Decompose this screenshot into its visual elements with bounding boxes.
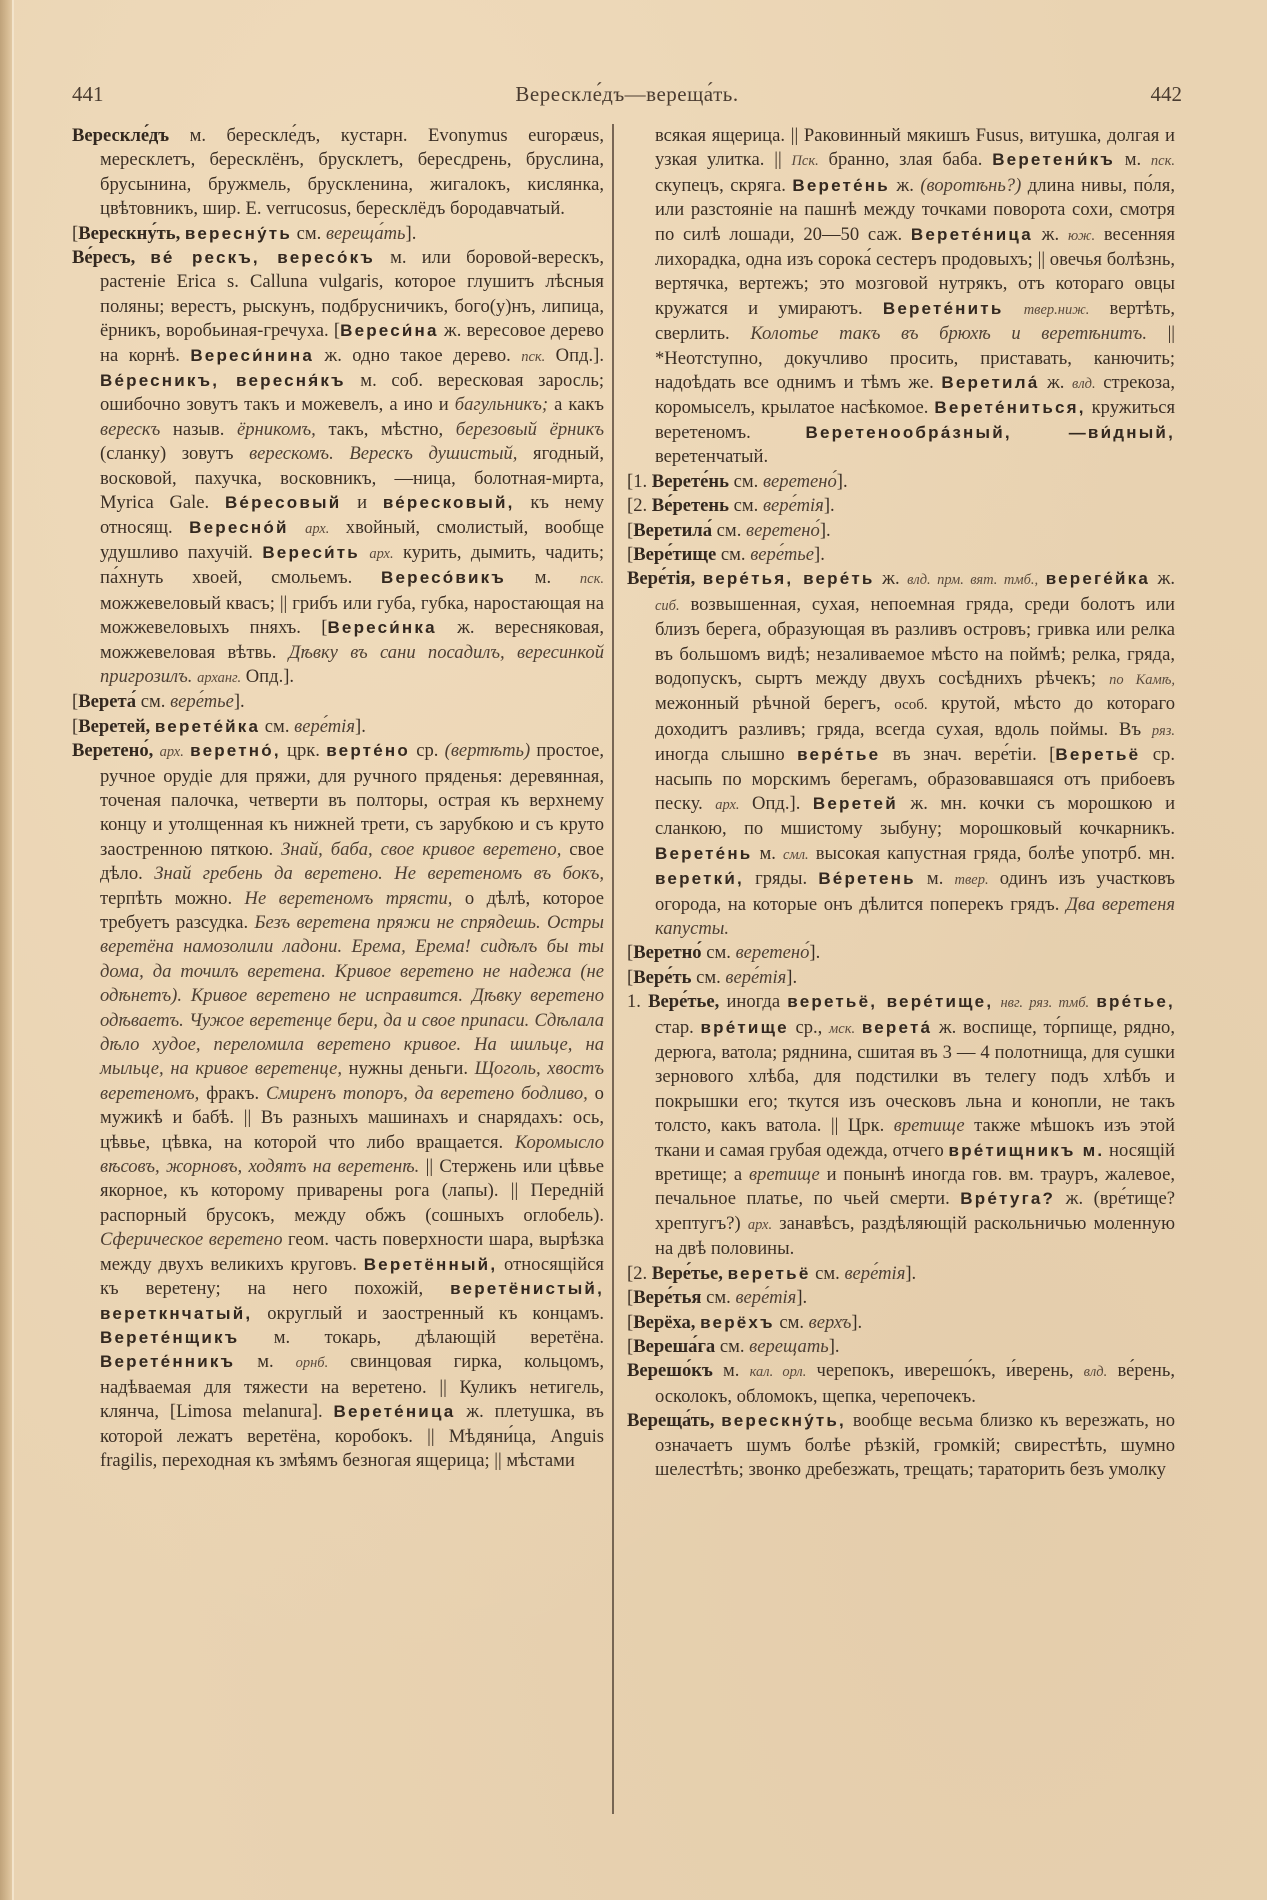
derived-form: веретёнистый, вереткнчатый, [100,1279,604,1323]
definition-text: ж. вересовое дерево на корнѣ. [100,320,604,366]
definition-text: иногда [719,991,788,1013]
region-abbrev: кал. орл. [749,1364,807,1381]
definition-text: геом. часть поверхности шара, вырѣзка между двухъ великихъ круговъ. [100,1229,604,1275]
definition-text: вообще весьма близко къ верезжать, но означаетъ шумъ болѣе рѣзкій, громкій; свирестѣть, шумно шелестѣть; звонко дребезжать, трещать; тараторить безъ умолку [655,1410,1175,1480]
definition-text: ве́рень, осколокъ, обломокъ, щепка, черепочекъ. [655,1360,1176,1407]
italic-text: Не веретеномъ трясти, [244,887,453,909]
definition-text: ]. [819,519,831,541]
region-abbrev: арх. [715,796,740,813]
definition-text: ]. [905,1262,917,1284]
italic-text: вере́тія [762,495,824,517]
definition-text: возвышенная, сухая, непоемная гряда, среди болотъ или близъ берега, образующая въ разливъ островъ; гривка или релка въ большомъ видѣ; незаливаемое мѣсто на поймѣ; релка, гряда, водопускъ, сыртъ между двухъ сосѣднихъ рѣчекъ; [655,593,1175,689]
italic-text: Знай, баба, свое кривое веретено, [281,838,562,860]
derived-form: Ве́ресовый [224,493,342,513]
definition-text: ж. воспище, то́рпище, рядно, дерюга, ватола; ряднина, сшитая въ 3 — 4 полотнища, для сушки зернового хлѣба, для подстилки въ телегу подъ хлѣбъ и покрышки его; ткутся изъ оческовъ льна и конопли, не такъ толсто, какъ ватола. || Црк. [655,1016,1175,1137]
definition-text: см. [691,966,726,988]
italic-text: березовый ёрникъ [455,418,604,440]
region-abbrev: Пск. [791,153,819,170]
italic-text: Знай гребень да веретено. Не веретеномъ въ бокъ, [154,863,604,885]
headword: Верешо́къ [627,1360,713,1382]
italic-text: Колотье такъ въ брюхѣ и веретѣнитъ. [750,323,1147,345]
definition-text: а какъ [548,394,605,416]
definition-text: гряды. [743,868,819,890]
derived-form: верета́ [861,1017,933,1037]
definition-text: черепокъ, иверешо́къ, и́верень, [806,1360,1084,1382]
definition-text: ]. [355,715,366,737]
derived-form: вереге́йка [1045,569,1150,589]
headword: Веретено́, [72,740,154,762]
derived-form: веретьё [727,1263,811,1283]
definition-text: ср. [409,740,445,762]
definition-text: [ [627,1311,634,1333]
definition-text: (сланку) зовутъ [100,443,250,465]
definition-text: кружиться веретеномъ. [655,397,1175,443]
dictionary-entry-veres [72,246,604,690]
derived-form: Веретей [812,793,898,813]
definition-text: м. токарь, дѣлающій веретёна. [239,1326,604,1348]
region-abbrev: орнб. [295,1355,329,1372]
definition-text: о дѣлѣ, которое требуетъ разсудка. [100,887,604,933]
definition-text: ]. [405,222,417,244]
definition-text: ]. [814,543,825,565]
definition-text: Опд.]. [241,665,295,687]
region-abbrev: сиб. [655,597,680,614]
region-abbrev: нвг. ряз. тмб. [1000,995,1090,1012]
definition-text: [ [627,1335,634,1357]
dictionary-entry-veretie-2 [627,1262,1175,1286]
binding-highlight [12,0,14,1900]
headword: Веретила́ [633,519,713,541]
definition-text: и [341,492,383,514]
derived-form: Вересо́викъ [381,568,506,588]
region-abbrev: пск. [579,571,604,588]
definition-text: [ [627,543,634,565]
dictionary-entry-veretya [627,1286,1175,1310]
definition-text: см. [728,470,763,492]
definition-text: [ [72,691,79,713]
definition-text: [ [627,1287,634,1309]
definition-text: ж. (вре́тище? хрептугъ?) [655,1188,1175,1234]
derived-form: Вереси́нина [190,345,315,365]
definition-text: || *Неотступно, докучливо просить, приставать, канючить; надоѣдать все однимъ и тѣмъ же. [655,323,1176,394]
definition-text: ж. [874,568,908,590]
definition-text: см. [291,222,326,244]
definition-text: можжевеловый квасъ; || грибъ или губа, губка, наростающая на можжевеловыхъ пняхъ. [ [100,592,604,639]
derived-form: Верете́нить [882,298,1004,318]
derived-form: веретки́, [655,869,744,889]
dictionary-entry-vereskhnut [72,222,604,246]
definition-text [289,517,305,538]
headword: Вере́ть [633,966,692,988]
definition-text: хвойный, смолистый, вообще удушливо пахучій. [100,516,604,563]
italic-text: Коромысло вѣсовъ, жорновъ, ходятъ на веретенѣ. [100,1131,604,1178]
headword: Ве́ретень [651,495,729,517]
derived-form: Верете́нь [792,175,890,195]
derived-form: Верете́ница [333,1402,456,1422]
definition-text: веретенчатый. [655,446,769,468]
definition-text: [ [627,966,634,988]
definition-text: стар. [655,1016,701,1038]
derived-form: вересну́ть [184,223,292,243]
derived-form: вре́тье, [1096,992,1175,1012]
definition-text [360,542,369,563]
definition-text: одинъ изъ участковъ огорода, на которые онъ дѣлится поперекъ грядъ. [655,868,1176,915]
definition-text: м. [506,567,580,589]
definition-text: ж. [1032,223,1068,245]
definition-text: относящійся къ веретену; на него похожій, [100,1253,604,1300]
italic-text: вретище [748,1164,820,1186]
italic-text: веретено́ [735,942,810,964]
definition-text: ]. [828,1335,840,1357]
definition-text: назыв. [160,418,237,440]
italic-text: ёрникомъ, [236,418,316,440]
definition-text: весенняя лихорадка, одна изъ сорока́ сестеръ продовыхъ; || овечья болѣзнь, вертячка, вертежъ; это мозговой нутрякъ, отъ котораго овцы кружатся и умираютъ. [655,223,1175,319]
definition-text: ж. мн. кочки съ морошкою и сланкою, по мшистому зыбуну; морошковый кочкарникъ. [655,792,1176,840]
definition-text: ягодный, восковой, пахучка, восковникъ, —ница, болотная-мирта, Myrica Gale. [100,443,604,514]
derived-form: веретно́, [190,741,281,761]
definition-text: округлый и заостренный къ концамъ. [252,1302,604,1324]
derived-form: Верете́нникъ [100,1352,236,1372]
definition-text: м. [712,1360,750,1382]
derived-form: верете́йка [154,716,261,736]
derived-form: ве́ресковый, [382,493,515,513]
headword: Веретей, [78,715,155,737]
italic-text: (вертѣть) [444,740,531,762]
definition-text: см. [810,1262,845,1284]
definition-text: Опд.]. [739,792,813,814]
italic-text: вере́тія [294,715,355,737]
headword: Верескле́дъ [72,125,170,146]
region-abbrev: по Камѣ, [1109,671,1176,688]
definition-text: м. соб. вересковая заросль; ошибочно зовутъ такъ и можевелъ, а ино и [100,370,604,416]
column-divider [612,124,614,1814]
italic-text: Смиренъ топоръ, да веретено бодливо, [266,1082,588,1104]
definition-text: о мужикѣ и бабѣ. || Въ разныхъ машинахъ и снарядахъ: ось, цѣвье, цѣвка, на которой что либо вращается. [100,1082,604,1153]
italic-text: верескъ [100,418,161,440]
definition-text: вертѣть, сверлить. [655,297,1175,345]
headword: Верета́ [78,691,137,713]
definition-text: ж. [1039,372,1073,394]
dictionary-entry-veretno [627,941,1175,965]
dictionary-entry-vereshaga [627,1335,1175,1359]
derived-form: Веретени́къ [992,150,1115,170]
region-abbrev: мск. [829,1020,856,1037]
headword: Вере́тье, [648,991,720,1013]
dictionary-entry-veret-2 [627,494,1175,518]
dictionary-entry-vereskled [72,124,604,222]
headword: Вере́тія, [627,568,703,590]
region-abbrev: твер. [954,872,989,889]
definition-text [1038,568,1046,589]
definition-text: [ [72,715,79,737]
italic-text: верхъ [808,1311,852,1333]
dictionary-entry-vereshok [627,1359,1175,1409]
derived-form: вре́тище [700,1017,789,1037]
definition-text: || Стержень или цѣвье якорное, къ которому приварены рога (лапы). || Передній распорный брусокъ, между обжъ (сошныхъ оглобель). [100,1156,604,1226]
definition-text: ]. [823,495,835,517]
headword: Вере́тье, [651,1262,728,1284]
derived-form: Вереси́ть [262,542,360,562]
dictionary-entry-veretei [72,715,604,739]
derived-form: Вереси́на [340,321,439,341]
definition-text: занавѣсъ, раздѣляющій раскольничью моленную на двѣ половины. [655,1212,1175,1260]
derived-form: вере́тье [797,745,881,765]
definition-text: [2. [627,1262,652,1284]
derived-form: Веретьё [1055,745,1141,765]
definition-text: длина нивы, по́ля, или разстояніе на пашнѣ между точками поворота сохи, смотря по силѣ лошади, 20—50 саж. [655,174,1175,245]
region-abbrev: арх. [747,1216,773,1233]
headword: Верете́нь [651,470,729,492]
definition-text: см. [774,1311,809,1333]
region-abbrev: пск. [1150,153,1175,170]
definition-text: иногда слышно [655,744,798,766]
definition-text: ]. [796,1287,808,1309]
headword: Вере́тище [633,543,717,565]
definition-text: ср., [788,1016,830,1038]
right-column [627,124,1175,1482]
italic-text: вере́тія [725,966,787,988]
region-abbrev: ряз. [1151,722,1175,739]
definition-text: ср. насыпь по морскимъ берегамъ, образовавшаяся отъ прибоевъ песку. [655,744,1175,814]
definition-text: ж. [889,174,921,196]
definition-text: см. [136,691,171,713]
definition-text: см. [715,1335,750,1357]
headword: Вереща́ть, [627,1410,722,1432]
derived-form: Вереси́нка [327,618,437,638]
italic-text: (воротѣнь?) [920,174,1022,196]
definition-text: црк. [280,740,327,762]
derived-form: вере́тья, вере́ть [702,569,875,589]
headword: Вереша́га [633,1335,716,1357]
derived-form: Верете́ниться, [934,398,1086,418]
definition-text: см. [701,942,736,964]
definition-text: ж. одно такое дерево. [314,344,522,366]
definition-text: въ знач. вере́тіи. [ [880,744,1056,766]
dictionary-entry-veretia [627,567,1175,941]
italic-text: вере́тье [170,691,234,713]
definition-text: м. [1114,149,1151,171]
italic-text: вере́тія [844,1262,906,1284]
page-number-left: 441 [72,82,104,106]
derived-form: ве́ рескъ, вересо́къ [150,248,375,268]
italic-text: вретище [893,1115,965,1137]
derived-form: верескну́ть, [721,1411,846,1431]
derived-form: вре́тищникъ м. [948,1140,1105,1160]
italic-text: вере́тье [750,543,814,565]
definition-text: [2. [627,495,652,517]
headword: Веретно́ [633,942,702,964]
derived-form: верте́но [326,741,410,761]
page-header [72,82,1182,112]
definition-text: высокая капустная гряда, болѣе употрб. мн. [808,842,1175,864]
region-abbrev: арханг. [197,669,242,686]
derived-form: Вре́туга? [960,1189,1056,1209]
dictionary-entry-vereteno [72,739,604,1473]
definition-text: см. [728,495,763,517]
derived-form: Верете́нь [655,843,753,863]
italic-text: Два веретеня капусты. [655,893,1175,939]
italic-text: Щоголь, хвостъ веретеномъ, [100,1058,604,1104]
definition-text: 1. [627,991,649,1013]
definition-text: всякая ящерица. || Раковинный мякишъ Fusus, витушка, долгая и узкая улитка. || [655,125,1175,171]
derived-form: Веретенообра́зный, —ви́дный, [805,422,1175,442]
derived-form: Верете́ница [910,224,1033,244]
italic-text: Дѣвку въ сани посадилъ, вересинкой пригрозилъ. [100,641,604,687]
italic-text: вере́тія [735,1287,797,1309]
definition-text: такъ, мѣстно, [315,418,456,440]
headword: Верескну́ть, [78,222,185,244]
italic-text: веретено́ [746,519,820,541]
definition-text: м. [752,842,784,864]
italic-text: багульникъ; [454,394,549,416]
region-abbrev: пск. [521,348,546,365]
definition-text: къ нему относящ. [100,492,604,538]
region-abbrev: влд. [1072,376,1096,393]
definition-text: ж. [1149,568,1175,590]
derived-form: Веретённый, [363,1254,498,1274]
definition-text: см. [260,715,295,737]
running-title: Верескле́дъ—вереща́ть. [515,82,739,106]
definition-text [1003,298,1023,319]
definition-text: простое, ручное орудіе для пряжи, для ручного пряденья: деревянная, точеная палочка, четверти въ полторы, острая къ верхнему концу и утолщенная къ нижней трети, съ зарубкою и съ круто заостренною пяткою. [100,740,604,860]
derived-form: веретьё, вере́тище, [787,992,994,1012]
abbrev: особ. [894,697,928,714]
definition-text: ж. плетушка, въ которой лежатъ веретёна, коробокъ. || Мѣдяни́ца, Anguis fragilis, переходная къ змѣямъ безногая ящерица; || мѣстами [100,1401,604,1471]
italic-text: Безъ веретена пряжи не спрядешь. Остры веретёна намозолили ладони. Ерема, Ерема! сидѣлъ бы ты дома, да точилъ веретена. Кривое веретено не надежа (не одѣнетъ). Кривое веретено не исправится. Дѣвку веретено одѣваетъ. Чужое веретенце бери, да и свое припаси. Сдѣлала дѣло худое, переломила веретено кривое. На шильце, на мыльце, на кривое веретенце, [100,912,604,1080]
derived-form: Веретила́ [941,373,1040,393]
definition-text: также мѣшокъ изъ этой ткани и самая грубая одежда, отчего [655,1115,1175,1161]
definition-text: терпѣть можно. [100,887,245,909]
definition-text: м. [235,1351,296,1373]
definition-text: [ [72,222,79,244]
definition-text: ж. вересняковая, можжевеловая вѣтвь. [100,617,604,663]
definition-text: [1. [627,470,652,492]
italic-text: верещать [749,1335,829,1357]
italic-text: вереща́ть [325,222,406,244]
headword: Вере́тья [633,1287,702,1309]
definition-text: фракъ. [199,1082,266,1104]
dictionary-entry-verekha [627,1311,1175,1335]
definition-text: курить, дымить, чадить; па́хнуть хвоей, смольемъ. [100,541,604,589]
derived-form: верёхъ [700,1312,775,1332]
definition-text: Опд.]. [545,344,604,366]
dictionary-entry-veret [627,966,1175,990]
dictionary-entry-veretila [627,519,1175,543]
definition-text: см. [701,1287,736,1309]
definition-text: см. [712,519,746,541]
definition-text: ]. [809,942,821,964]
dictionary-entry-veret-1 [627,470,1175,494]
definition-text: межонный рѣчной берегъ, [655,693,895,715]
dictionary-entry-veretishche [627,543,1175,567]
region-abbrev: юж. [1067,227,1096,244]
derived-form: Ве́ресникъ, вересня́къ [100,371,346,391]
definition-text: [ [627,942,634,964]
definition-text: ]. [233,691,245,713]
dictionary-entry-veretie-1 [627,990,1175,1261]
definition-text: крутой, мѣсто до котораго доходитъ разливъ; гряда, всегда сухая, вдоль поймы. Въ [655,693,1175,740]
definition-text: свое дѣло. [100,838,604,885]
definition-text: скупецъ, скряга. [655,174,793,196]
headword: Ве́ресъ, [72,247,151,269]
definition-text: м. [915,868,955,890]
definition-text: см. [716,543,751,565]
definition-text: м. берескле́дъ, кустарн. Evonymus europæus, мересклетъ, бересклёнъ, брусклетъ, бересдрень, бруслина, брусынина, бружмель, брускленина, жигалокъ, кислянка, цвѣтовникъ, шир. E. verrucosus, бересклёдъ бородавчатый. [100,125,604,220]
italic-text: веретено́ [762,470,837,492]
definition-text: бранно, злая баба. [818,149,993,171]
dictionary-entry-vereshchat [627,1409,1175,1482]
region-abbrev: влд. [1083,1364,1108,1381]
definition-text: [ [627,519,634,541]
dictionary-entry-vereta [72,690,604,714]
definition-text: ]. [851,1311,863,1333]
region-abbrev: арх. [159,744,184,761]
region-abbrev: арх. [369,545,394,562]
definition-text: нужны деньги. [342,1058,475,1080]
dictionary-entry-vereteno-cont [627,124,1175,470]
region-abbrev: твер.ниж. [1023,301,1090,318]
region-abbrev: арх. [305,520,330,537]
definition-text: ]. [836,470,848,492]
page-number-right: 442 [1150,82,1182,106]
italic-text: Сферическое веретено [100,1229,283,1251]
left-column [72,124,604,1473]
definition-text: носящій вретище; а [655,1139,1175,1186]
italic-text: верескомъ. Верескъ душистый, [249,443,518,465]
definition-text [855,1017,862,1038]
headword: Верёха, [633,1311,701,1333]
region-abbrev: смл. [783,846,809,863]
derived-form: Верете́нщикъ [100,1327,240,1347]
definition-text: м. или боровой-верескъ, растеніе Erica s. Calluna vulgaris, которое глушитъ лѣсныя поляны; верестъ, рыскунъ, подбрусничикъ, бого(у)нъ, липица, ёрникъ, воробьиная-гречуха. [ [100,247,604,342]
definition-text: ]. [786,966,798,988]
derived-form: Ве́ретень [818,869,916,889]
derived-form: Вересно́й [189,517,289,537]
definition-text: стрекоза, коромыселъ, крылатое насѣкомое. [655,372,1176,419]
region-abbrev: влд. прм. вят. тмб., [907,572,1039,589]
definition-text: свинцовая гирка, кольцомъ, надѣваемая для тяжести на веретено. || Куликъ нетигель, клянча, [Limosa melanura]. [100,1351,604,1423]
definition-text: и понынѣ иногда гов. вм. трауръ, жалевое, печальное платье, по чьей смерти. [655,1164,1175,1210]
